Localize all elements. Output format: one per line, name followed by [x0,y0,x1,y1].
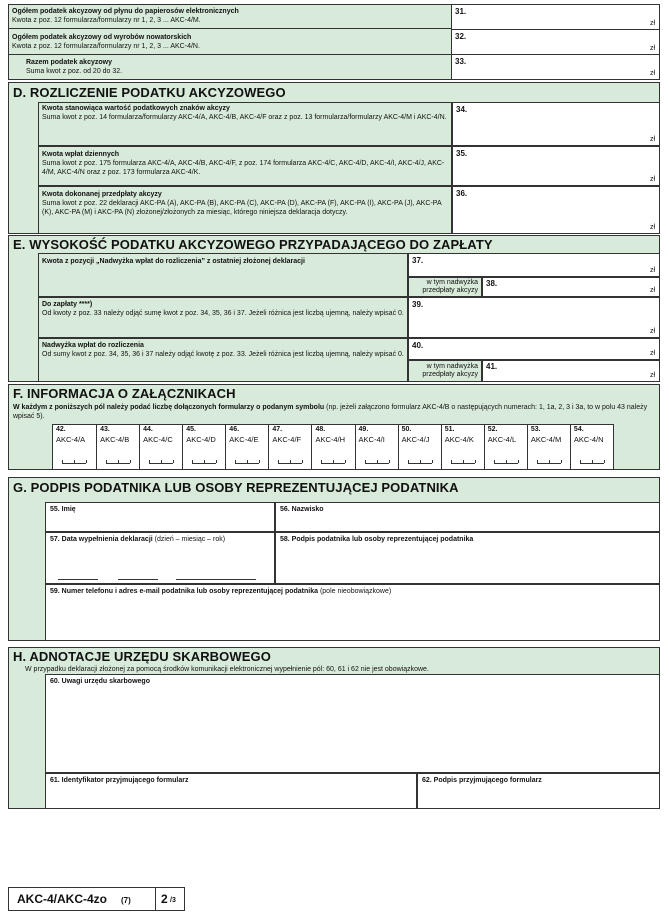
field-39-number: 39. [412,300,424,309]
attachment-field-label: AKC-4/N [573,435,604,444]
attachment-count-blank [494,463,518,464]
row-36-desc: Suma kwot z poz. 22 deklaracji AKC-PA (A), AKC-PA (B), AKC-PA (C), AKC-PA (D), AKC-PA (F), AKC-PA (I), AKC-PA (J), AKC-PA (K), AKC-PA (M) i AKC-PA (N) złożonej/złożonych za miesiąc, którego niniejsza deklaracja dotyczy. [42,200,442,216]
attachment-field-number: 46. [229,426,240,433]
attachment-count-blank [451,463,475,464]
attachment-count-blank [235,463,259,464]
attachment-blank-tick [161,460,162,463]
section-g-header: G. PODPIS PODATNIKA LUB OSOBY REPREZENTUJĄCEJ PODATNIKA [13,480,459,495]
attachment-field-number: 54. [573,426,584,433]
row-32-desc: Kwota z poz. 12 formularza/formularzy nr 1, 2, 3 ... AKC-4/N. [12,43,200,50]
currency-label: zł [649,224,655,231]
attachment-blank-tick [345,460,346,463]
attachment-blank-tick [420,460,421,463]
attachment-blank-tick [290,460,291,463]
month-blank[interactable] [118,579,158,580]
field-34[interactable] [452,102,660,146]
field-35[interactable] [452,146,660,186]
attachment-count-blank [537,463,561,464]
row-38-label [408,277,482,297]
attachment-count-blank [106,463,130,464]
field-59-label-wrap [46,585,659,598]
field-34-number: 34. [456,105,468,114]
attachment-field-akc-4-l[interactable] [484,425,527,469]
section-h-note: W przypadku deklaracji złożonej za pomocą środków komunikacji elektronicznej wypełnienie pól: 60, 61 i 62 nie jest obowiązkowe. [25,666,429,673]
field-57-hint: (dzień – miesiąc – rok) [152,536,226,543]
section-e-header: E. WYSOKOŚĆ PODATKU AKCYZOWEGO PRZYPADAJĄCEGO DO ZAPŁATY [13,237,493,252]
field-37[interactable] [408,253,660,277]
row-39-label [38,297,408,338]
row-40-label [38,338,408,382]
attachment-count-blank [321,463,345,464]
attachment-field-number: 43. [100,426,110,433]
row-41-sub: w tym nadwyżka przedpłaty akcyzy [422,363,478,378]
attachment-blank-tick [235,460,236,463]
footer-form-box [9,888,156,910]
attachment-field-label: AKC-4/H [315,435,346,444]
attachment-field-number: 53. [530,426,541,433]
attachment-field-label: AKC-4/A [56,435,86,444]
attachment-blank-tick [537,460,538,463]
attachment-blank-tick [494,460,495,463]
row-35-title: Kwota wpłat dziennych [42,151,120,158]
footer-form-name: AKC-4/AKC-4zo [17,892,107,906]
row-38-sub: w tym nadwyżka przedpłaty akcyzy [422,279,478,294]
attachment-blank-tick [389,460,390,463]
currency-label: zł [649,136,655,143]
attachment-field-number: 50. [401,426,412,433]
currency-label: zł [649,45,655,52]
attachment-blank-tick [451,460,452,463]
attachment-blank-tick [62,460,63,463]
currency-label: zł [649,350,655,357]
field-61-label: 61. Identyfikator przyjmującego formularz [50,777,189,784]
row-32-label [8,30,451,54]
attachment-count-blank [580,463,604,464]
attachment-blank-tick [247,460,248,463]
attachment-field-akc-4-d[interactable] [182,425,225,469]
currency-label: zł [649,70,655,77]
field-55-label: 55. Imię [50,506,76,513]
field-57-label: 57. Data wypełnienia deklaracji [50,536,153,543]
field-57[interactable] [45,532,275,584]
field-62-label: 62. Podpis przyjmującego formularz [422,777,542,784]
section-f-header: F. INFORMACJA O ZAŁĄCZNIKACH [13,386,236,401]
attachment-field-number: 42. [56,426,66,433]
field-56-label: 56. Nazwisko [280,506,324,513]
attachment-blank-tick [580,460,581,463]
row-39-title: Do zapłaty ****) [42,301,93,308]
currency-label: zł [649,328,655,335]
row-31-title: Ogółem podatek akcyzowy od płynu do papierosów elektronicznych [12,8,239,15]
attachment-field-label: AKC-4/B [100,435,130,444]
attachment-count-blank [149,463,173,464]
field-59-hint: (pole nieobowiązkowe) [318,588,392,595]
attachment-field-akc-4-n[interactable] [570,425,613,469]
attachment-field-akc-4-c[interactable] [139,425,182,469]
attachment-blank-tick [408,460,409,463]
row-33-desc: Suma kwot z poz. od 20 do 32. [26,68,123,75]
attachment-blank-tick [86,460,87,463]
field-55[interactable] [45,502,275,532]
attachment-blank-tick [561,460,562,463]
currency-label: zł [649,267,655,274]
attachment-field-akc-4-i[interactable] [355,425,398,469]
attachment-field-number: 45. [186,426,196,433]
field-56[interactable] [275,502,660,532]
attachment-count-blank [278,463,302,464]
row-34-label [38,102,452,146]
attachment-blank-tick [333,460,334,463]
field-37-number: 37. [412,256,424,265]
attachment-blank-tick [432,460,433,463]
field-41[interactable] [482,360,660,382]
row-40-desc: Od sumy kwot z poz. 34, 35, 36 i 37 należy odjąć kwotę z poz. 33. Jeżeli różnica jest liczbą ujemną, należy wpisać 0. [42,351,404,358]
day-blank[interactable] [58,579,98,580]
field-40-number: 40. [412,341,424,350]
field-33-number: 33. [455,57,467,66]
footer-page-number: 2 [161,892,168,906]
attachment-field-label: AKC-4/L [487,435,517,444]
attachment-blank-tick [518,460,519,463]
row-36-title: Kwota dokonanej przedpłaty akcyzy [42,191,162,198]
attachment-field-number: 47. [272,426,283,433]
field-31[interactable] [451,4,660,30]
attachment-blank-tick [216,460,217,463]
field-41-number: 41. [486,362,498,371]
attachment-blank-tick [365,460,366,463]
field-59-label: 59. Numer telefonu i adres e-mail podatnika lub osoby reprezentującej podatnika [50,588,319,595]
row-34-title: Kwota stanowiąca wartość podatkowych znaków akcyzy [42,105,230,112]
attachment-fields [52,424,614,470]
currency-label: zł [649,176,655,183]
attachment-field-number: 52. [487,426,498,433]
field-61[interactable] [45,773,417,809]
currency-label: zł [649,20,655,27]
field-39[interactable] [408,297,660,338]
footer-form-version: (7) [121,896,131,905]
field-62[interactable] [417,773,660,809]
attachment-field-number: 51. [444,426,455,433]
attachment-field-number: 44. [143,426,153,433]
attachment-blank-tick [604,460,605,463]
row-36-label [38,186,452,234]
attachment-blank-tick [173,460,174,463]
attachment-blank-tick [377,460,378,463]
attachment-blank-tick [74,460,75,463]
attachment-count-blank [192,463,216,464]
field-33[interactable] [451,54,660,80]
attachment-blank-tick [321,460,322,463]
attachment-field-number: 48. [315,426,326,433]
attachment-blank-tick [149,460,150,463]
year-blank[interactable] [176,579,256,580]
row-39-desc: Od kwoty z poz. 33 należy odjąć sumę kwot z poz. 34, 35, 36 i 37. Jeżeli różnica jest liczbą ujemną, należy wpisać 0. [42,310,404,317]
section-f-desc-rest: (np. jeżeli załączono formularz AKC-4/B o następujących numerach: 1, 1a, 2, 3 i 3a, to w polu 43 należy wpisać 5). [13,404,648,420]
attachment-field-akc-4-j[interactable] [398,425,441,469]
currency-label: zł [649,287,655,294]
attachment-count-blank [408,463,432,464]
field-60[interactable] [45,674,660,773]
field-38-number: 38. [486,279,498,288]
row-31-desc: Kwota z poz. 12 formularza/formularzy nr 1, 2, 3 ... AKC-4/M. [12,17,201,24]
attachment-blank-tick [192,460,193,463]
row-35-desc: Suma kwot z poz. 175 formularza AKC-4/A, AKC-4/B, AKC-4/F, z poz. 174 formularza AKC-4/C, AKC-4/D, AKC-4/I, AKC-4/J, AKC-4/M, AKC-4/N oraz z poz. 173 formularza AKC-4/K. [42,160,445,176]
field-31-number: 31. [455,7,467,16]
attachment-blank-tick [549,460,550,463]
attachment-field-label: AKC-4/C [143,435,173,444]
attachment-count-blank [62,463,86,464]
field-58-label: 58. Podpis podatnika lub osoby reprezentującej podatnika [280,536,474,543]
field-58[interactable] [275,532,660,584]
row-31-label [8,4,451,29]
field-38[interactable] [482,277,660,297]
currency-label: zł [649,372,655,379]
attachment-field-label: AKC-4/K [444,435,474,444]
section-h-header: H. ADNOTACJE URZĘDU SKARBOWEGO [13,649,271,664]
footer-form-id [8,887,185,911]
field-60-label: 60. Uwagi urzędu skarbowego [50,678,150,685]
field-59[interactable] [45,584,660,641]
attachment-blank-tick [204,460,205,463]
field-32-number: 32. [455,32,467,41]
row-37-title: Kwota z pozycji „Nadwyżka wpłat do rozliczenia” z ostatniej złożonej deklaracji [42,258,305,265]
attachment-field-akc-4-f[interactable] [268,425,311,469]
attachment-blank-tick [130,460,131,463]
attachment-field-akc-4-b[interactable] [96,425,139,469]
field-35-number: 35. [456,149,468,158]
attachment-field-label: AKC-4/F [272,435,302,444]
attachment-blank-tick [302,460,303,463]
field-36-number: 36. [456,189,468,198]
section-d-header: D. ROZLICZENIE PODATKU AKCYZOWEGO [13,85,286,100]
attachment-blank-tick [259,460,260,463]
attachment-field-akc-4-m[interactable] [527,425,570,469]
attachment-field-label: AKC-4/M [530,435,562,444]
row-33-title: Razem podatek akcyzowy [26,59,112,66]
row-33-label [22,56,442,78]
attachment-blank-tick [475,460,476,463]
attachment-blank-tick [106,460,107,463]
footer-page-total: /3 [170,897,176,904]
row-41-label [408,360,482,382]
row-40-title: Nadwyżka wpłat do rozliczenia [42,342,144,349]
attachment-blank-tick [506,460,507,463]
attachment-field-label: AKC-4/D [186,435,216,444]
attachment-field-label: AKC-4/J [401,435,430,444]
section-f-desc [13,403,657,421]
attachment-count-blank [365,463,389,464]
attachment-field-akc-4-h[interactable] [311,425,354,469]
attachment-blank-tick [118,460,119,463]
field-32[interactable] [451,29,660,55]
attachment-field-label: AKC-4/E [229,435,259,444]
section-f-desc-bold: W każdym z poniższych pól należy podać liczbę dołączonych formularzy o podanym symbolu [13,404,325,411]
attachment-field-label: AKC-4/I [358,435,385,444]
field-57-label-wrap [46,533,274,546]
field-36[interactable] [452,186,660,234]
row-37-label [38,253,408,297]
attachment-blank-tick [592,460,593,463]
field-40[interactable] [408,338,660,360]
attachment-field-akc-4-a[interactable] [53,425,96,469]
attachment-blank-tick [463,460,464,463]
attachment-field-akc-4-e[interactable] [225,425,268,469]
row-34-desc: Suma kwot z poz. 14 formularza/formularzy AKC-4/A, AKC-4/B, AKC-4/F oraz z poz. 13 formularza/formularzy AKC-4/M i AKC-4/N. [42,114,447,121]
attachment-blank-tick [278,460,279,463]
row-32-title: Ogółem podatek akcyzowy od wyrobów nowatorskich [12,34,192,41]
attachment-field-number: 49. [358,426,369,433]
row-35-label [38,146,452,186]
attachment-field-akc-4-k[interactable] [441,425,484,469]
